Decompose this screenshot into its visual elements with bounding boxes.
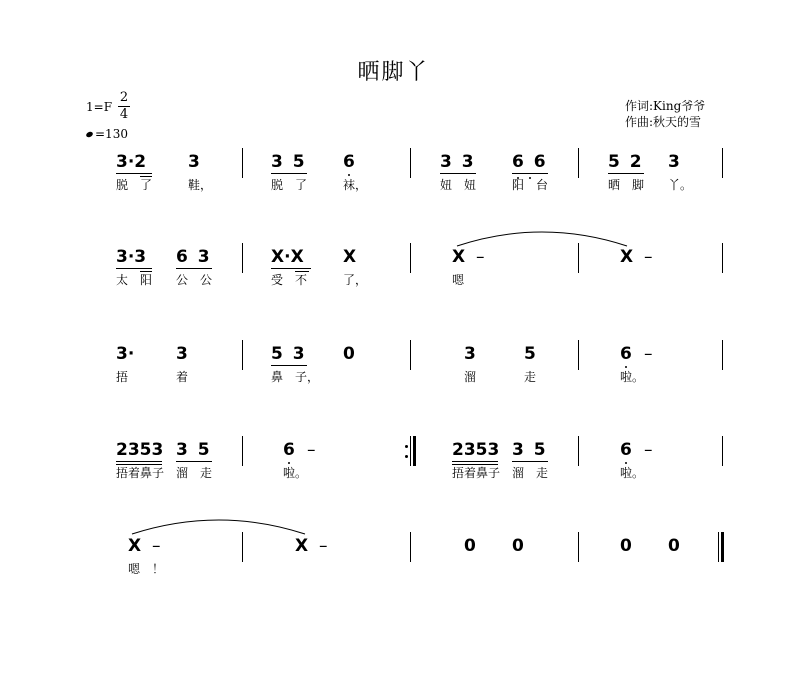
staff-row-2 — [0, 243, 787, 323]
barline — [578, 436, 579, 466]
credits — [625, 98, 705, 130]
underline — [116, 464, 162, 465]
meter-top: 2 — [119, 90, 129, 105]
lyric: 啦。 — [620, 370, 645, 384]
repeat-dot — [405, 455, 408, 458]
note: 3 5 — [176, 440, 210, 460]
underline — [116, 461, 162, 462]
staff-row-3 — [0, 340, 787, 420]
note: – — [644, 440, 653, 460]
note: – — [644, 344, 653, 364]
lyric: 袜， — [343, 178, 368, 192]
tempo-marking — [86, 127, 128, 141]
final-barline-thin — [718, 532, 719, 562]
song-title: 晒脚丫 — [357, 60, 430, 85]
note: – — [152, 536, 161, 556]
underline — [140, 176, 152, 177]
note: 3 — [176, 344, 188, 364]
note: – — [307, 440, 316, 460]
composer-credit: 作曲:秋天的雪 — [625, 115, 702, 129]
barline — [410, 436, 411, 466]
barline — [242, 436, 243, 466]
lyric: 了， — [343, 273, 368, 287]
lyric: 脱 — [271, 178, 284, 192]
note: 3 5 — [271, 152, 305, 172]
note: X — [620, 247, 634, 267]
lyric: 走 — [200, 466, 213, 480]
barline — [722, 243, 723, 273]
barline — [410, 148, 411, 178]
note: X — [452, 247, 466, 267]
note: 6 3 — [176, 247, 210, 267]
note: 3·2 — [116, 152, 147, 172]
note: X·X — [271, 247, 304, 267]
barline — [722, 148, 723, 178]
lyric: 走 — [524, 370, 537, 384]
lyric: 捂着鼻子 — [116, 466, 165, 480]
repeat-barline — [413, 436, 416, 466]
lyric: 阳 — [512, 178, 525, 192]
note: 5 2 — [608, 152, 642, 172]
lyric: 受 — [271, 273, 284, 287]
note: 6 — [343, 152, 355, 172]
lyric: 丫。 — [668, 178, 693, 192]
tempo-value: =130 — [95, 127, 128, 141]
note: 0 — [512, 536, 524, 556]
barline — [242, 148, 243, 178]
lyric: 台 — [536, 178, 549, 192]
note: 0 — [464, 536, 476, 556]
note: 5 3 — [271, 344, 305, 364]
barline — [722, 436, 723, 466]
slur — [455, 228, 630, 248]
lyric: 啦。 — [620, 466, 645, 480]
note: 3 — [188, 152, 200, 172]
lyric: 子， — [295, 370, 320, 384]
barline — [410, 532, 411, 562]
note: X — [295, 536, 309, 556]
underline — [608, 173, 644, 174]
lyric: 鞋， — [188, 178, 213, 192]
lyric: 啦。 — [283, 466, 308, 480]
barline — [410, 243, 411, 273]
note: 3 3 — [440, 152, 474, 172]
lyric: 妞 — [464, 178, 477, 192]
note: 2353 — [116, 440, 164, 460]
barline — [578, 148, 579, 178]
note: 3 5 — [512, 440, 546, 460]
lyric: 捂 — [116, 370, 129, 384]
barline — [242, 243, 243, 273]
note: 3· — [116, 344, 135, 364]
lyric: 晒 — [608, 178, 621, 192]
underline — [176, 268, 212, 269]
note: – — [319, 536, 328, 556]
low-octave-dot — [348, 174, 350, 176]
low-octave-dot — [625, 462, 627, 464]
lyric: 脚 — [632, 178, 645, 192]
lyricist-credit: 作词:King爷爷 — [625, 99, 706, 113]
note: X — [128, 536, 142, 556]
barline — [578, 340, 579, 370]
underline — [512, 173, 548, 174]
lyric: 嗯 — [128, 562, 141, 576]
lyric: ！ — [152, 562, 165, 576]
quarter-note-icon — [85, 131, 93, 138]
lyric: 公 — [200, 273, 213, 287]
lyric: 了 — [295, 178, 308, 192]
lyric: 捂着鼻子 — [452, 466, 501, 480]
note: 5 — [524, 344, 536, 364]
note: 3 — [668, 152, 680, 172]
barline — [242, 532, 243, 562]
lyric: 鼻 — [271, 370, 284, 384]
low-octave-dot — [288, 462, 290, 464]
repeat-dot — [405, 445, 408, 448]
barline — [410, 340, 411, 370]
note: 6 — [620, 440, 632, 460]
note: 0 — [343, 344, 355, 364]
note: 2353 — [452, 440, 500, 460]
underline — [271, 365, 307, 366]
underline — [271, 268, 311, 269]
underline — [452, 461, 498, 462]
note: 6 6 — [512, 152, 546, 172]
staff-row-4 — [0, 436, 787, 516]
underline — [452, 464, 498, 465]
low-octave-dot — [625, 366, 627, 368]
lyric: 脱 — [116, 178, 129, 192]
note: 3 — [464, 344, 476, 364]
underline — [116, 173, 152, 174]
note: – — [644, 247, 653, 267]
underline — [271, 173, 307, 174]
barline — [242, 340, 243, 370]
barline — [578, 243, 579, 273]
lyric: 了 — [140, 178, 153, 192]
note: – — [476, 247, 485, 267]
final-barline-thick — [721, 532, 724, 562]
note: 6 — [283, 440, 295, 460]
staff-row-5 — [0, 532, 787, 612]
lyric: 阳 — [140, 273, 153, 287]
lyric: 走 — [536, 466, 549, 480]
underline — [440, 173, 476, 174]
note: 0 — [668, 536, 680, 556]
underline — [512, 461, 548, 462]
lyric: 公 — [176, 273, 189, 287]
low-octave-dot — [529, 177, 531, 179]
time-signature — [118, 90, 130, 123]
lyric: 溜 — [464, 370, 477, 384]
lyric: 溜 — [176, 466, 189, 480]
lyric: 嗯 — [452, 273, 465, 287]
note: 6 — [620, 344, 632, 364]
underline — [295, 271, 309, 272]
note: X — [343, 247, 357, 267]
lyric: 妞 — [440, 178, 453, 192]
underline — [176, 461, 212, 462]
lyric: 太 — [116, 273, 129, 287]
slur — [130, 516, 308, 536]
barline — [722, 340, 723, 370]
meter-bottom: 4 — [119, 107, 129, 122]
note: 3·3 — [116, 247, 147, 267]
note: 0 — [620, 536, 632, 556]
key-signature: 1=F — [86, 100, 113, 114]
lyric: 不 — [295, 273, 308, 287]
staff-row-1 — [0, 148, 787, 228]
lyric: 溜 — [512, 466, 525, 480]
underline — [116, 268, 152, 269]
underline — [140, 271, 152, 272]
lyric: 着 — [176, 370, 189, 384]
barline — [578, 532, 579, 562]
